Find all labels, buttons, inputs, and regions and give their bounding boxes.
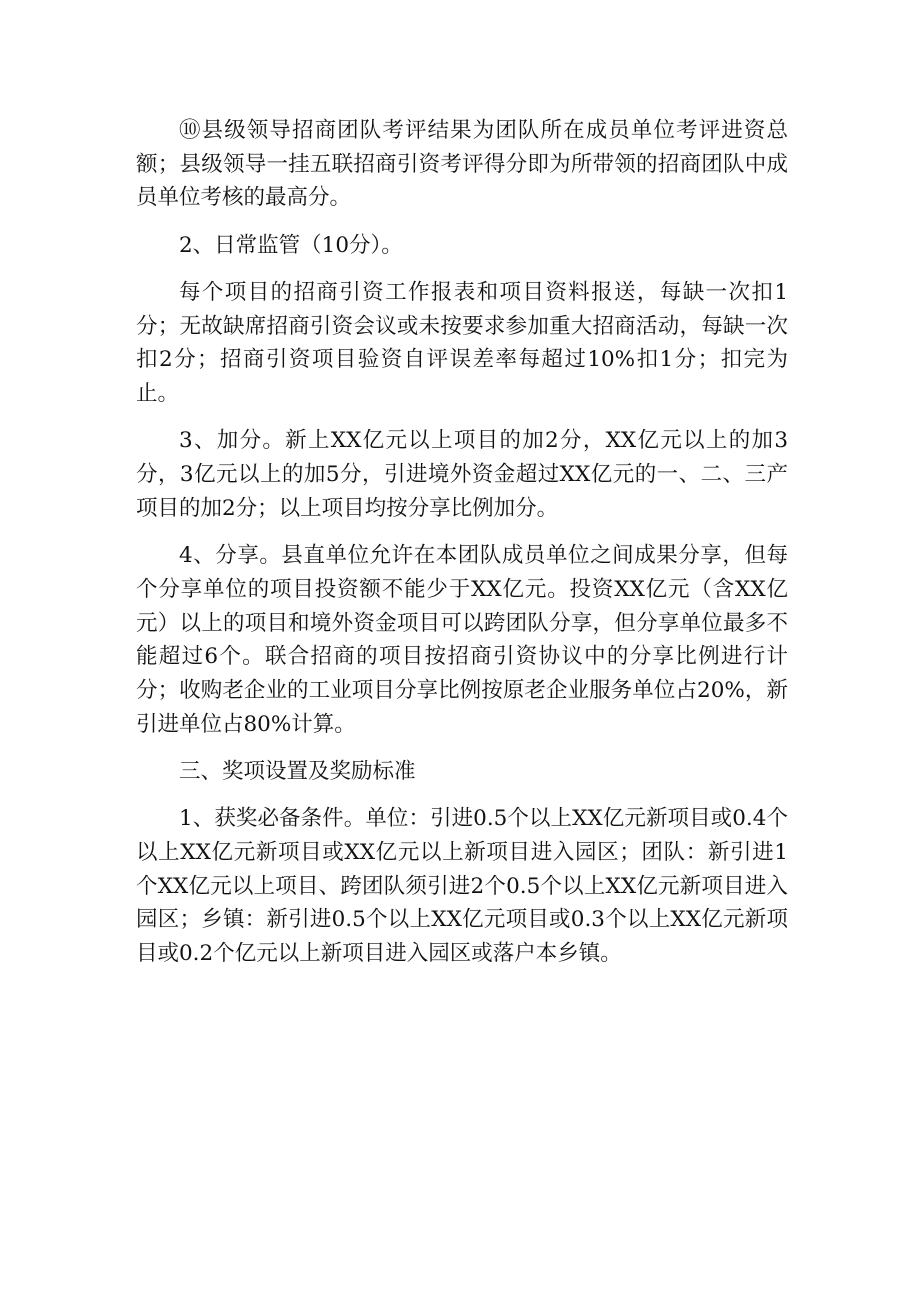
paragraph-sharing-rules: 4、分享。县直单位允许在本团队成员单位之间成果分享，但每个分享单位的项目投资额不能少于XX亿元。投资XX亿元（含XX亿元）以上的项目和境外资金项目可以跨团队分享，但分享单位最多不能超过6个。联合招商的项目按招商引资协议中的分享比例进行计分；收购老企业的工业项目分享比例按原老企业服务单位占20%，新引进单位占80%计算。 xyxy=(136,543,788,737)
paragraph-award-conditions: 1、获奖必备条件。单位：引进0.5个以上XX亿元新项目或0.4个以上XX亿元新项目或XX亿元以上新项目进入园区；团队：新引进1个XX亿元以上项目、跨团队须引进2个0.5个以上XX亿元新项目进入园区；乡镇：新引进0.5个以上XX亿元项目或0.3个以上XX亿元新项目或0.2个亿元以上新项目进入园区或落户本乡镇。 xyxy=(136,806,788,967)
heading-awards-section: 三、奖项设置及奖励标准 xyxy=(179,758,416,784)
document-page xyxy=(136,114,788,984)
paragraph-daily-supervision-rules: 每个项目的招商引资工作报表和项目资料报送，每缺一次扣1分；无故缺席招商引资会议或未按要求参加重大招商活动，每缺一次扣2分；招商引资项目验资自评误差率每超过10%扣1分；扣完为止。 xyxy=(136,280,788,407)
heading-daily-supervision: 2、日常监管（10分）。 xyxy=(179,232,403,258)
paragraph-bonus-points: 3、加分。新上XX亿元以上项目的加2分，XX亿元以上的加3分，3亿元以上的加5分，引进境外资金超过XX亿元的一、二、三产项目的加2分；以上项目均按分享比例加分。 xyxy=(136,428,788,521)
paragraph-leader-team-evaluation: ⑩县级领导招商团队考评结果为团队所在成员单位考评进资总额；县级领导一挂五联招商引资考评得分即为所带领的招商团队中成员单位考核的最高分。 xyxy=(136,118,788,211)
